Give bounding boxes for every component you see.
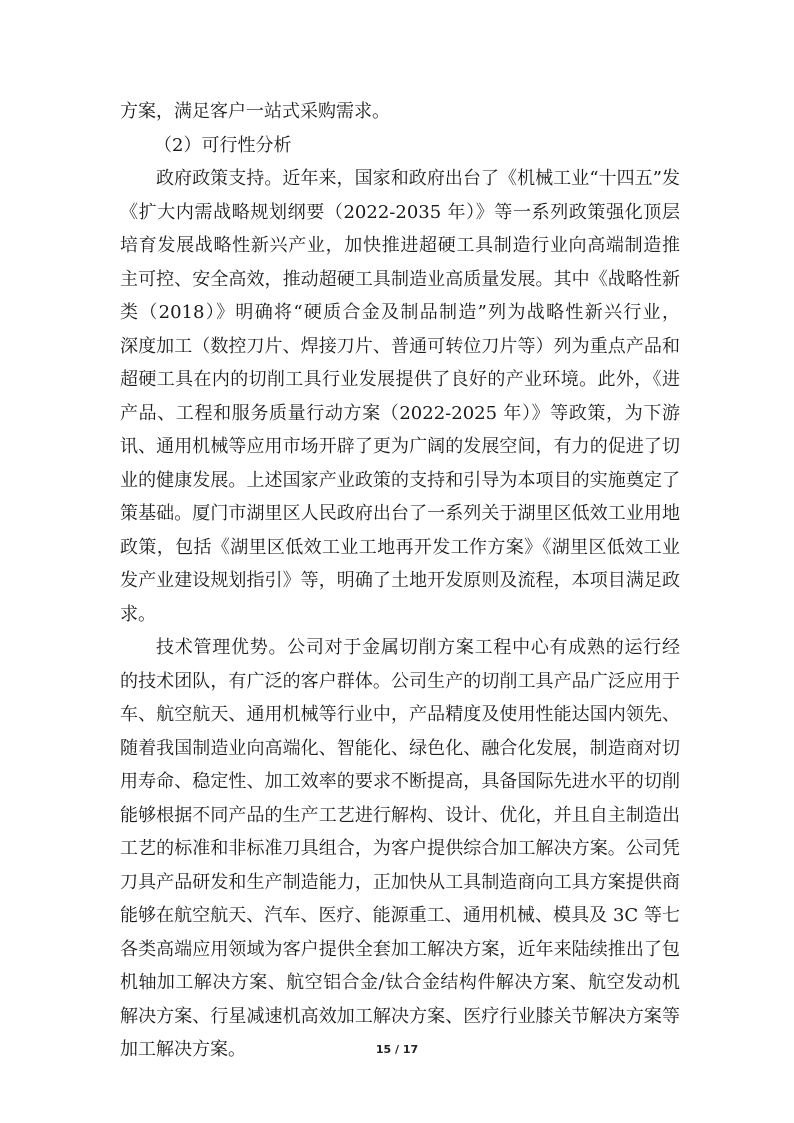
text-line: 解决方案、行星减速机高效加工解决方案、医疗行业膝关节解决方案等 xyxy=(120,1005,680,1027)
text-line: 《扩大内需战略规划纲要（2022-2035 年）》等一系列政策强化顶层 xyxy=(120,201,680,223)
text-line: 讯、通用机械等应用市场开辟了更为广阔的发展空间，有力的促进了切 xyxy=(120,436,680,457)
text-line: 各类高端应用领域为客户提供全套加工解决方案，近年来陆续推出了包 xyxy=(120,938,680,960)
text-line: 政策，包括《湖里区低效工业工地再开发工作方案》《湖里区低效工业 xyxy=(120,536,680,558)
paragraph-first-line: 政府政策支持。近年来，国家和政府出台了《机械工业“十四五”发 xyxy=(156,168,680,189)
text-line: 深度加工（数控刀片、焊接刀片、普通可转位刀片等）列为重点产品和 xyxy=(120,335,680,357)
text-line: 类（2018）》明确将“硬质合金及制品制造”列为战略性新兴行业， xyxy=(120,302,680,323)
paragraph-last-line: 加工解决方案。 xyxy=(120,1039,246,1060)
text-line: 随着我国制造业向高端化、智能化、绿色化、融合化发展，制造商对切 xyxy=(120,737,680,759)
text-line: 策基础。厦门市湖里区人民政府出台了一系列关于湖里区低效工业用地 xyxy=(120,503,680,524)
text-line: 刀具产品研发和生产制造能力，正加快从工具制造商向工具方案提供商 xyxy=(120,871,680,893)
text-line: 能够在航空航天、汽车、医疗、能源重工、通用机械、模具及 3C 等七 xyxy=(120,905,680,926)
paragraph-first-line: 技术管理优势。公司对于金属切削方案工程中心有成熟的运行经 xyxy=(156,637,680,658)
section-heading: （2）可行性分析 xyxy=(154,134,292,156)
text-line: 车、航空航天、通用机械等行业中，产品精度及使用性能达国内领先、 xyxy=(120,704,680,725)
text-line: 用寿命、稳定性、加工效率的要求不断提高，具备国际先进水平的切削 xyxy=(120,771,680,792)
text-line: 工艺的标准和非标准刀具组合，为客户提供综合加工解决方案。公司凭 xyxy=(120,838,680,859)
page-number: 15 / 17 xyxy=(375,1043,419,1056)
document-body xyxy=(120,95,680,1067)
text-line: 发产业建设规划指引》等，明确了土地开发原则及流程，本项目满足政 xyxy=(120,570,680,591)
text-line: 产品、工程和服务质量行动方案（2022-2025 年）》等政策，为下游 xyxy=(120,402,680,424)
text-line: 超硬工具在内的切削工具行业发展提供了良好的产业环境。此外，《进 xyxy=(120,369,680,390)
text-line: 培育发展战略性新兴产业，加快推进超硬工具制造行业向高端制造推 xyxy=(120,235,680,256)
paragraph-last-line: 求。 xyxy=(120,603,156,625)
text-line: 的技术团队，有广泛的客户群体。公司生产的切削工具产品广泛应用于 xyxy=(120,670,680,692)
text-line: 能够根据不同产品的生产工艺进行解构、设计、优化，并且自主制造出 xyxy=(120,804,680,826)
text-line: 方案，满足客户一站式采购需求。 xyxy=(120,101,390,122)
text-line: 业的健康发展。上述国家产业政策的支持和引导为本项目的实施奠定了 xyxy=(120,469,680,491)
text-line: 机轴加工解决方案、航空铝合金/钛合金结构件解决方案、航空发动机 xyxy=(120,972,680,993)
text-line: 主可控、安全高效，推动超硬工具制造业高质量发展。其中《战略性新 xyxy=(120,268,680,290)
